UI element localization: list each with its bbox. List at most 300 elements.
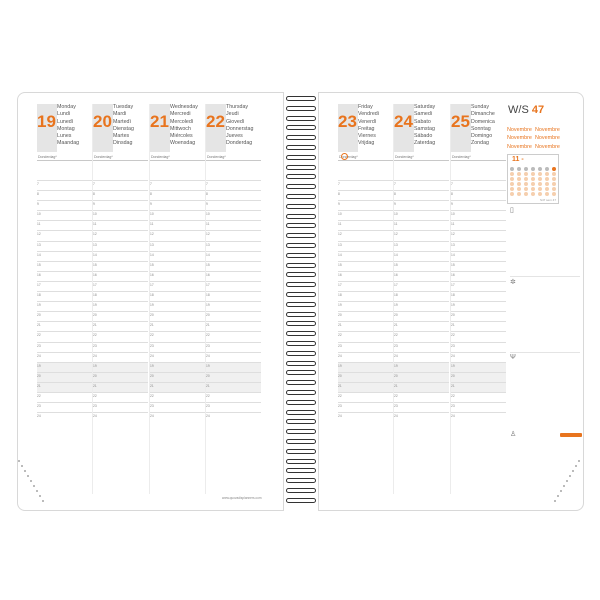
hour-row[interactable] [394, 362, 449, 372]
hour-row[interactable] [451, 271, 506, 281]
hour-row[interactable] [206, 291, 261, 301]
day-name: Dimanche [471, 111, 495, 118]
hour-label: 14 [338, 252, 342, 257]
hour-label: 21 [93, 383, 97, 388]
hour-row[interactable] [150, 382, 205, 392]
hour-row[interactable] [451, 190, 506, 200]
hour-row[interactable] [206, 362, 261, 372]
hour-row[interactable] [37, 200, 92, 210]
hour-row[interactable] [37, 321, 92, 331]
hour-row[interactable] [37, 392, 92, 402]
hour-label: 14 [93, 252, 97, 257]
hour-row[interactable] [150, 402, 205, 412]
spiral-ring [286, 410, 316, 415]
spiral-ring [286, 165, 316, 170]
hour-label: 10 [338, 212, 342, 217]
hour-row[interactable] [150, 392, 205, 402]
hour-label: 20 [93, 313, 97, 318]
mini-calendar-day [552, 182, 556, 186]
hour-row[interactable] [37, 241, 92, 251]
hour-row[interactable] [37, 352, 92, 362]
hour-row[interactable] [37, 251, 92, 261]
hour-label: 23 [150, 404, 154, 409]
day-name: Martes [113, 133, 130, 140]
hour-row[interactable] [338, 241, 393, 251]
hour-row[interactable] [394, 412, 449, 422]
day-name: Vrijdag [358, 140, 375, 147]
hour-label: 7 [93, 182, 95, 186]
day-number: 24 [394, 112, 413, 131]
hour-row[interactable] [93, 372, 148, 382]
hour-row[interactable] [206, 281, 261, 291]
hour-label: 24 [37, 414, 41, 419]
note-line [394, 160, 449, 161]
day-name: Thursday [226, 104, 249, 110]
hour-row[interactable] [93, 261, 148, 271]
spiral-ring [286, 135, 316, 140]
hour-row[interactable] [37, 412, 92, 422]
hour-label: 20 [451, 373, 455, 378]
hour-row[interactable] [93, 352, 148, 362]
hour-label: 13 [150, 242, 154, 247]
day-name: Sabato [414, 118, 431, 125]
mini-calendar-day [545, 177, 549, 181]
hour-row[interactable] [93, 331, 148, 341]
hour-label: 22 [451, 333, 455, 338]
hour-row[interactable] [394, 281, 449, 291]
hour-row[interactable] [206, 251, 261, 261]
hour-row[interactable] [150, 210, 205, 220]
day-name: Mardi [113, 111, 127, 118]
hour-row[interactable] [451, 402, 506, 412]
hour-row[interactable] [338, 412, 393, 422]
hour-row[interactable] [338, 311, 393, 321]
hour-label: 21 [394, 383, 398, 388]
hour-row[interactable] [37, 291, 92, 301]
hour-label: 20 [93, 373, 97, 378]
hour-row[interactable] [37, 281, 92, 291]
hour-row[interactable] [394, 402, 449, 412]
hour-row[interactable] [338, 230, 393, 240]
hour-row[interactable] [93, 281, 148, 291]
hour-row[interactable] [150, 301, 205, 311]
hour-label: 20 [394, 373, 398, 378]
spiral-ring [286, 174, 316, 179]
hour-label: 14 [150, 252, 154, 257]
hour-row[interactable] [206, 342, 261, 352]
hour-label: 11 [93, 222, 97, 227]
hour-row[interactable] [394, 382, 449, 392]
hour-label: 21 [150, 323, 154, 328]
hour-row[interactable] [338, 291, 393, 301]
hour-label: 18 [37, 293, 41, 298]
hour-row[interactable] [37, 261, 92, 271]
day-names [471, 104, 495, 148]
hour-row[interactable] [451, 412, 506, 422]
hour-row[interactable] [93, 402, 148, 412]
hour-row[interactable] [206, 230, 261, 240]
day-name: Woensdag [170, 140, 196, 147]
hour-row[interactable] [93, 251, 148, 261]
mini-calendar-day [552, 167, 556, 171]
hour-row[interactable] [37, 230, 92, 240]
hour-row[interactable] [150, 331, 205, 341]
hour-label: 18 [451, 293, 455, 298]
hour-row[interactable] [93, 241, 148, 251]
hour-label: 22 [338, 393, 342, 398]
spiral-ring [286, 106, 316, 111]
hour-label: 14 [206, 252, 210, 257]
hour-row[interactable] [394, 352, 449, 362]
hour-rows [150, 180, 205, 422]
day-name: Sunday [471, 104, 489, 110]
mini-calendar-day [524, 167, 528, 171]
hour-row[interactable] [206, 321, 261, 331]
hour-row[interactable] [338, 261, 393, 271]
hour-row[interactable] [150, 372, 205, 382]
hour-row[interactable] [206, 180, 261, 190]
hour-label: 21 [206, 383, 210, 388]
hour-label: 8 [338, 192, 340, 197]
hour-row[interactable] [37, 382, 92, 392]
spiral-ring [286, 243, 316, 248]
hour-row[interactable] [37, 301, 92, 311]
hour-rows [206, 180, 261, 422]
spiral-ring [286, 498, 316, 503]
hour-row[interactable] [206, 412, 261, 422]
column-separator [393, 104, 394, 494]
hour-row[interactable] [394, 261, 449, 271]
hour-row[interactable] [338, 220, 393, 230]
hour-row[interactable] [338, 392, 393, 402]
spiral-ring [286, 321, 316, 326]
hour-row[interactable] [394, 301, 449, 311]
month-names [507, 126, 563, 151]
hour-row[interactable] [206, 352, 261, 362]
mini-calendar-day [531, 167, 535, 171]
hour-row[interactable] [394, 372, 449, 382]
hour-row[interactable] [451, 241, 506, 251]
hour-label: 9 [394, 202, 396, 207]
corner-dash [39, 495, 41, 497]
day-name: Sonntag [471, 125, 491, 132]
hour-label: 11 [150, 222, 154, 227]
hour-row[interactable] [150, 180, 205, 190]
month-name: Novembre [535, 127, 560, 133]
hour-row[interactable] [93, 200, 148, 210]
hour-row[interactable] [338, 362, 393, 372]
note-line [206, 160, 261, 161]
note-label: Donderdag* [452, 155, 471, 159]
hour-row[interactable] [451, 392, 506, 402]
day-name: Domingo [471, 133, 493, 140]
hour-row[interactable] [206, 311, 261, 321]
hour-row[interactable] [451, 352, 506, 362]
hour-row[interactable] [150, 311, 205, 321]
hour-row[interactable] [338, 200, 393, 210]
hour-row[interactable] [451, 261, 506, 271]
hour-row[interactable] [150, 321, 205, 331]
hour-row[interactable] [93, 382, 148, 392]
hour-row[interactable] [37, 342, 92, 352]
hour-label: 21 [394, 323, 398, 328]
hour-label: 17 [338, 282, 342, 287]
hour-label: 20 [451, 313, 455, 318]
hour-row[interactable] [93, 190, 148, 200]
hour-label: 9 [451, 202, 453, 207]
hour-row[interactable] [93, 271, 148, 281]
hour-row[interactable] [150, 230, 205, 240]
hour-row[interactable] [206, 331, 261, 341]
hour-row[interactable] [451, 281, 506, 291]
hour-row[interactable] [394, 180, 449, 190]
hour-row[interactable] [206, 241, 261, 251]
hour-row[interactable] [338, 210, 393, 220]
mini-calendar-row [510, 192, 556, 197]
hour-label: 15 [37, 262, 41, 267]
month-name: Novembre [507, 143, 532, 150]
hour-row[interactable] [150, 261, 205, 271]
hour-row[interactable] [206, 271, 261, 281]
day-name: Wednesday [170, 104, 198, 110]
mini-calendar-day [524, 172, 528, 176]
hour-rows [394, 180, 449, 422]
hour-row[interactable] [451, 331, 506, 341]
hour-label: 18 [150, 293, 154, 298]
hour-row[interactable] [150, 251, 205, 261]
hour-row[interactable] [338, 342, 393, 352]
hour-label: 8 [37, 192, 39, 197]
hour-row[interactable] [93, 342, 148, 352]
hour-row[interactable] [451, 342, 506, 352]
hour-row[interactable] [451, 230, 506, 240]
hour-row[interactable] [394, 331, 449, 341]
hour-row[interactable] [37, 190, 92, 200]
spiral-ring [286, 419, 316, 424]
hour-label: 18 [338, 293, 342, 298]
mini-calendar-day [510, 177, 514, 181]
hour-label: 17 [394, 282, 398, 287]
hour-row[interactable] [451, 251, 506, 261]
hour-row[interactable] [93, 291, 148, 301]
hour-row[interactable] [338, 402, 393, 412]
corner-dash [575, 465, 577, 467]
hour-row[interactable] [150, 291, 205, 301]
hour-row[interactable] [93, 412, 148, 422]
hour-row[interactable] [93, 301, 148, 311]
hour-row[interactable] [206, 261, 261, 271]
hour-row[interactable] [338, 352, 393, 362]
hour-row[interactable] [394, 392, 449, 402]
hour-row[interactable] [206, 392, 261, 402]
hour-label: 10 [93, 212, 97, 217]
hour-label: 15 [150, 262, 154, 267]
hour-label: 10 [37, 212, 41, 217]
mini-calendar-day [552, 172, 556, 176]
hour-row[interactable] [150, 200, 205, 210]
hour-label: 13 [394, 242, 398, 247]
day-name: Giovedì [226, 118, 245, 125]
hour-row[interactable] [338, 271, 393, 281]
hour-row[interactable] [150, 362, 205, 372]
hour-row[interactable] [37, 210, 92, 220]
corner-dash [18, 460, 20, 462]
hour-row[interactable] [451, 200, 506, 210]
hour-label: 20 [338, 313, 342, 318]
hour-row[interactable] [394, 311, 449, 321]
hour-row[interactable] [150, 281, 205, 291]
hour-row[interactable] [394, 220, 449, 230]
month-name: Novembre [507, 135, 532, 142]
hour-row[interactable] [394, 251, 449, 261]
mini-calendar [507, 154, 559, 204]
mini-calendar-day [531, 192, 535, 196]
hour-row[interactable] [394, 210, 449, 220]
spiral-ring [286, 292, 316, 297]
hour-row[interactable] [338, 331, 393, 341]
hour-label: 20 [338, 373, 342, 378]
hour-row[interactable] [451, 220, 506, 230]
hour-row[interactable] [451, 180, 506, 190]
hour-row[interactable] [451, 321, 506, 331]
hour-row[interactable] [37, 362, 92, 372]
hour-label: 12 [150, 232, 154, 237]
hour-row[interactable] [93, 321, 148, 331]
hour-label: 23 [394, 404, 398, 409]
spiral-ring [286, 400, 316, 405]
spiral-ring [286, 223, 316, 228]
day-name: Martedì [113, 118, 131, 125]
hour-row[interactable] [338, 180, 393, 190]
day-name: Samedi [414, 111, 432, 118]
day-column [394, 104, 449, 467]
day-name: Maandag [57, 140, 80, 147]
hour-row[interactable] [150, 190, 205, 200]
hour-row[interactable] [93, 311, 148, 321]
hour-label: 16 [37, 272, 41, 277]
spiral-ring [286, 370, 316, 375]
hour-row[interactable] [394, 200, 449, 210]
hour-row[interactable] [338, 301, 393, 311]
hour-row[interactable] [338, 190, 393, 200]
hour-row[interactable] [451, 210, 506, 220]
hour-label: 13 [338, 242, 342, 247]
hour-row[interactable] [93, 362, 148, 372]
hour-row[interactable] [150, 412, 205, 422]
hour-row[interactable] [150, 352, 205, 362]
mini-calendar-day [517, 167, 521, 171]
hour-row[interactable] [394, 241, 449, 251]
hour-row[interactable] [451, 311, 506, 321]
day-name: Montag [57, 125, 75, 132]
hour-row[interactable] [206, 372, 261, 382]
hour-label: 19 [150, 303, 154, 308]
hour-row[interactable] [206, 190, 261, 200]
hour-row[interactable] [150, 220, 205, 230]
hour-label: 16 [93, 272, 97, 277]
hour-label: 17 [37, 282, 41, 287]
hour-row[interactable] [37, 331, 92, 341]
hour-row[interactable] [338, 372, 393, 382]
mini-calendar-day [517, 177, 521, 181]
hour-label: 11 [338, 222, 342, 227]
day-number: 23 [338, 112, 357, 131]
hour-row[interactable] [93, 230, 148, 240]
hour-label: 21 [451, 383, 455, 388]
spiral-ring [286, 302, 316, 307]
corner-dash [566, 480, 568, 482]
hour-row[interactable] [394, 291, 449, 301]
hour-row[interactable] [93, 220, 148, 230]
hour-label: 21 [338, 323, 342, 328]
hour-row[interactable] [37, 402, 92, 412]
hour-row[interactable] [206, 220, 261, 230]
hour-row[interactable] [206, 402, 261, 412]
hour-row[interactable] [394, 342, 449, 352]
hour-row[interactable] [37, 311, 92, 321]
day-names [414, 104, 435, 148]
hour-label: 22 [338, 333, 342, 338]
month-name: Novembre [507, 127, 532, 133]
hour-row[interactable] [394, 190, 449, 200]
hour-row[interactable] [451, 372, 506, 382]
hour-label: 23 [37, 343, 41, 348]
hour-row[interactable] [394, 230, 449, 240]
mini-calendar-day [510, 187, 514, 191]
hour-label: 19 [394, 303, 398, 308]
hour-row[interactable] [150, 271, 205, 281]
spiral-ring [286, 233, 316, 238]
hour-row[interactable] [451, 382, 506, 392]
mini-calendar-day [510, 192, 514, 196]
hour-row[interactable] [206, 382, 261, 392]
hour-row[interactable] [206, 210, 261, 220]
mini-calendar-day [538, 182, 542, 186]
hour-row[interactable] [37, 180, 92, 190]
hour-row[interactable] [93, 210, 148, 220]
hour-row[interactable] [451, 301, 506, 311]
hour-row[interactable] [37, 220, 92, 230]
hour-label: 17 [451, 282, 455, 287]
hour-row[interactable] [451, 291, 506, 301]
mini-calendar-day [510, 182, 514, 186]
hour-label: 12 [37, 232, 41, 237]
mini-calendar-day [538, 192, 542, 196]
hour-row[interactable] [206, 200, 261, 210]
hour-row[interactable] [93, 392, 148, 402]
hour-row[interactable] [451, 362, 506, 372]
hour-row[interactable] [37, 271, 92, 281]
day-number: 20 [93, 112, 112, 131]
hour-row[interactable] [338, 281, 393, 291]
hour-row[interactable] [338, 251, 393, 261]
hour-row[interactable] [338, 382, 393, 392]
day-names [113, 104, 134, 148]
day-name: Friday [358, 104, 373, 110]
hour-row[interactable] [37, 372, 92, 382]
hour-label: 15 [206, 262, 210, 267]
hour-row[interactable] [394, 271, 449, 281]
hour-label: 12 [206, 232, 210, 237]
mini-calendar-day [538, 177, 542, 181]
hour-row[interactable] [150, 241, 205, 251]
hour-row[interactable] [206, 301, 261, 311]
hour-row[interactable] [338, 321, 393, 331]
day-name: Zondag [471, 140, 489, 147]
hour-row[interactable] [93, 180, 148, 190]
hour-row[interactable] [394, 321, 449, 331]
hour-row[interactable] [150, 342, 205, 352]
